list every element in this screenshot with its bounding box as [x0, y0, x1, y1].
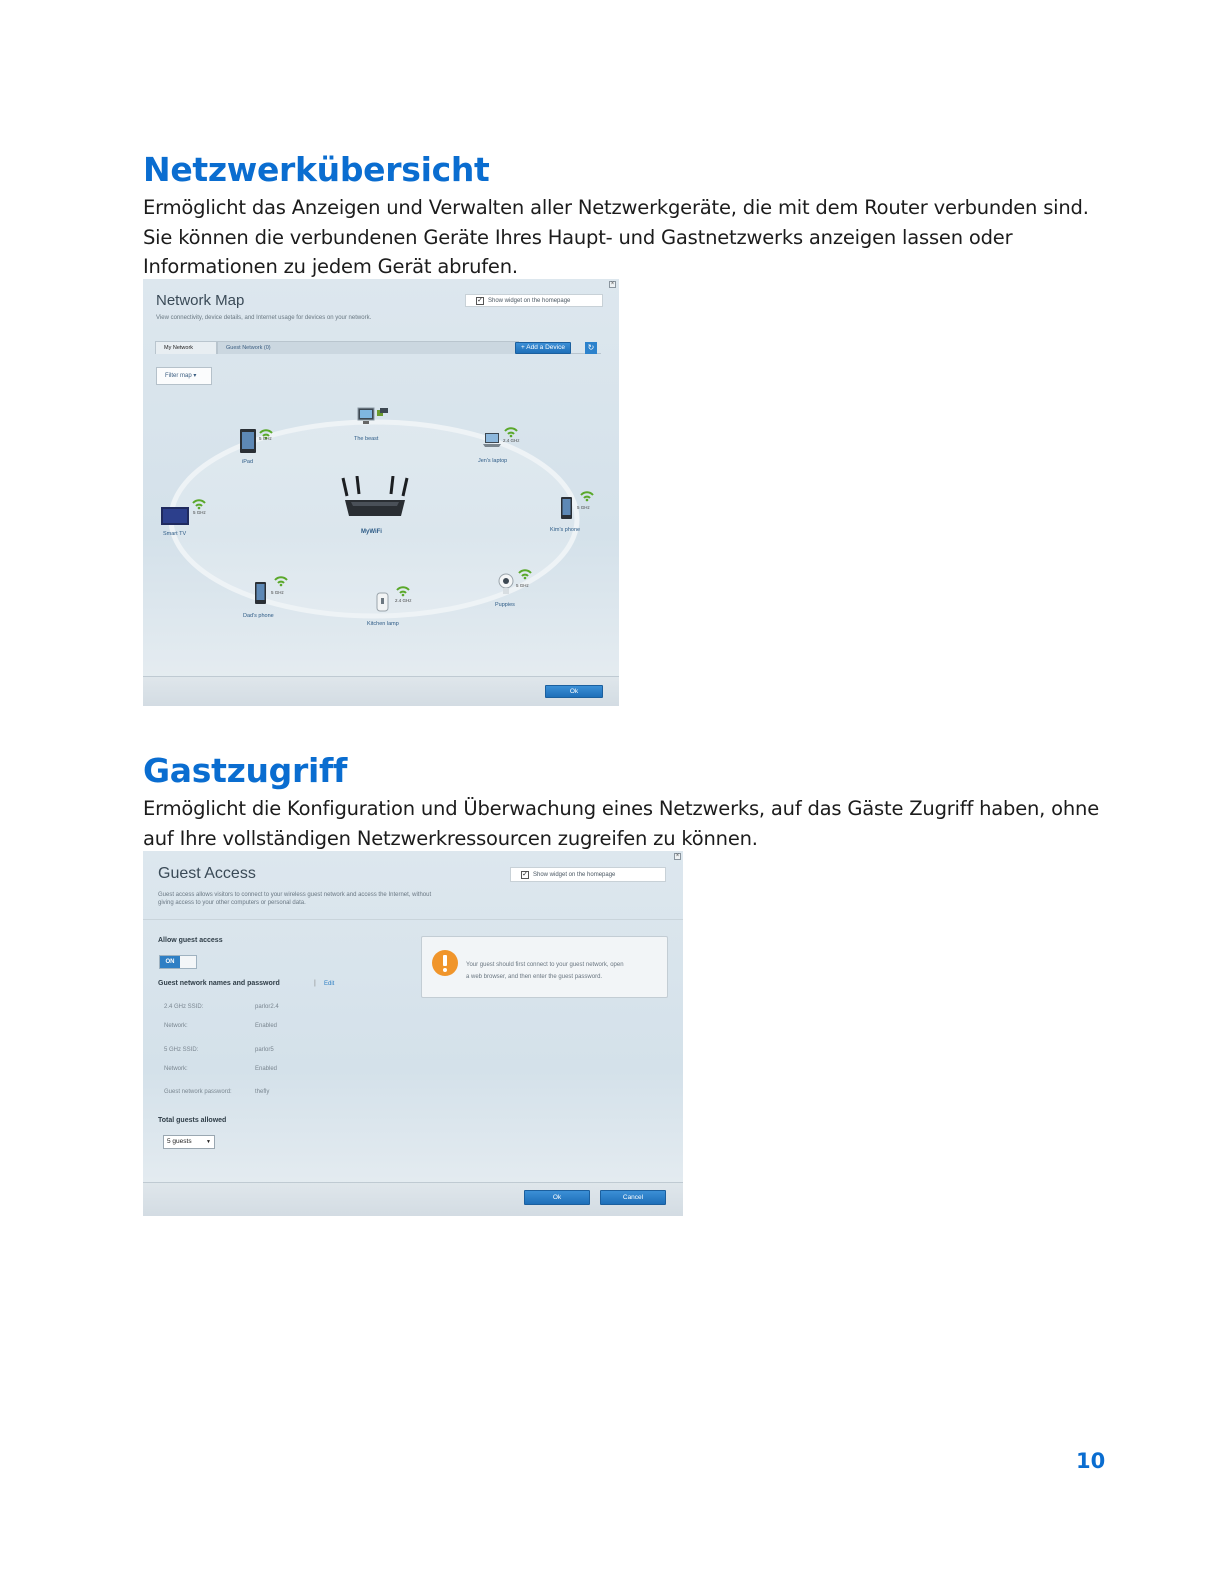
- frequency-label: 5 GHz: [259, 436, 272, 441]
- device-label: Puppies: [495, 602, 515, 608]
- guest-access-dialog: [143, 851, 683, 1216]
- frequency-label: 2.4 GHz: [395, 598, 412, 603]
- dialog-title: Guest Access: [158, 865, 256, 882]
- tab-my-network[interactable]: My Network: [155, 341, 217, 354]
- page-number: 10: [1076, 1449, 1106, 1473]
- device-label: iPad: [242, 459, 254, 465]
- intro-line: Ermöglicht die Konfiguration und Überwachung eines Netzwerks, auf das Gäste Zugriff haben, ohne: [143, 797, 1099, 820]
- dialog-subtitle: View connectivity, device details, and Internet usage for devices on your network.: [156, 315, 372, 321]
- subtitle-line: Guest access allows visitors to connect to your wireless guest network and access the Internet, without: [158, 892, 432, 898]
- field-value: parlor5: [255, 1047, 274, 1053]
- field-key: 2.4 GHz SSID:: [164, 1004, 204, 1010]
- field-key: Network:: [164, 1023, 188, 1029]
- add-device-label: Add a Device: [526, 344, 565, 351]
- frequency-label: 2.4 GHz: [503, 438, 520, 443]
- field-value: thefly: [255, 1089, 270, 1095]
- header-divider: [143, 919, 683, 920]
- toggle-on-label: ON: [160, 956, 180, 968]
- desktop-icon[interactable]: [356, 406, 390, 437]
- tv-icon[interactable]: [161, 499, 207, 534]
- caret-down-icon: ▼: [206, 1139, 211, 1145]
- section-intro-guest-access: [143, 794, 1103, 853]
- network-map-dialog: [143, 279, 619, 706]
- alert-line: a web browser, and then enter the guest password.: [466, 974, 603, 980]
- dialog-subtitle: [158, 891, 431, 907]
- frequency-label: 5 GHz: [577, 505, 590, 510]
- cancel-button[interactable]: Cancel: [600, 1190, 666, 1205]
- separator: |: [314, 980, 316, 987]
- device-label: Smart TV: [163, 531, 187, 537]
- device-label: Kitchen lamp: [367, 621, 399, 627]
- allow-guest-label: Allow guest access: [158, 937, 223, 944]
- show-widget-label: Show widget on the homepage: [488, 297, 571, 304]
- field-key: Guest network password:: [164, 1089, 232, 1095]
- refresh-icon[interactable]: ↻: [585, 342, 597, 354]
- subtitle-line: giving access to your other computers or personal data.: [158, 900, 306, 906]
- field-key: Network:: [164, 1066, 188, 1072]
- router-icon[interactable]: [341, 476, 409, 527]
- caret-down-icon: ▾: [193, 373, 197, 379]
- field-key: 5 GHz SSID:: [164, 1047, 199, 1053]
- device-label: Dad's phone: [243, 613, 274, 619]
- frequency-label: 5 GHz: [516, 583, 529, 588]
- device-label: Kim's phone: [550, 527, 581, 533]
- intro-line: Ermöglicht das Anzeigen und Verwalten aller Netzwerkgeräte, die mit dem Router verbunden sind.: [143, 196, 1089, 219]
- close-icon[interactable]: ×: [610, 281, 615, 287]
- frequency-label: 5 GHz: [271, 590, 284, 595]
- intro-line: Informationen zu jedem Gerät abrufen.: [143, 255, 518, 278]
- show-widget-label: Show widget on the homepage: [533, 871, 616, 878]
- edit-link[interactable]: Edit: [324, 981, 335, 987]
- device-label: The beast: [354, 436, 379, 442]
- select-value: 5 guests: [167, 1138, 192, 1145]
- info-alert: [421, 936, 668, 998]
- alert-line: Your guest should first connect to your guest network, open: [466, 962, 624, 968]
- total-guests-label: Total guests allowed: [158, 1117, 227, 1124]
- dialog-title: Network Map: [156, 292, 245, 309]
- section-heading-network-map: Netzwerkübersicht: [143, 150, 490, 189]
- filter-label: Filter map: [165, 373, 192, 379]
- section-intro-network-map: [143, 193, 1103, 282]
- checkbox-icon[interactable]: ✓: [522, 870, 528, 878]
- field-value: Enabled: [255, 1066, 278, 1072]
- alert-text: [466, 959, 664, 983]
- total-guests-select[interactable]: [163, 1135, 215, 1149]
- ok-button[interactable]: Ok: [545, 685, 603, 698]
- section-heading-guest-access: Gastzugriff: [143, 751, 348, 790]
- ok-button[interactable]: Ok: [524, 1190, 590, 1205]
- guest-access-toggle[interactable]: [159, 955, 197, 969]
- guest-names-label: Guest network names and password: [158, 980, 280, 987]
- tablet-icon[interactable]: [240, 427, 274, 462]
- intro-line: auf Ihre vollständigen Netzwerkressourcen zugreifen zu können.: [143, 826, 758, 850]
- show-widget-checkbox[interactable]: [510, 867, 666, 882]
- smart-plug-icon[interactable]: [375, 586, 415, 623]
- router-label: MyWiFi: [361, 529, 382, 535]
- tab-guest-network[interactable]: Guest Network (0): [217, 341, 519, 354]
- frequency-label: 5 GHz: [193, 510, 206, 515]
- field-value: parlor2.4: [255, 1004, 279, 1010]
- plus-icon: +: [521, 344, 527, 351]
- close-icon[interactable]: ×: [675, 853, 680, 859]
- warning-icon: [431, 949, 459, 977]
- device-label: Jen's laptop: [478, 458, 508, 464]
- field-value: Enabled: [255, 1023, 278, 1029]
- intro-line: Sie können die verbundenen Geräte Ihres Haupt- und Gastnetzwerks anzeigen lassen oder: [143, 225, 1013, 249]
- checkbox-icon[interactable]: ✓: [477, 296, 483, 304]
